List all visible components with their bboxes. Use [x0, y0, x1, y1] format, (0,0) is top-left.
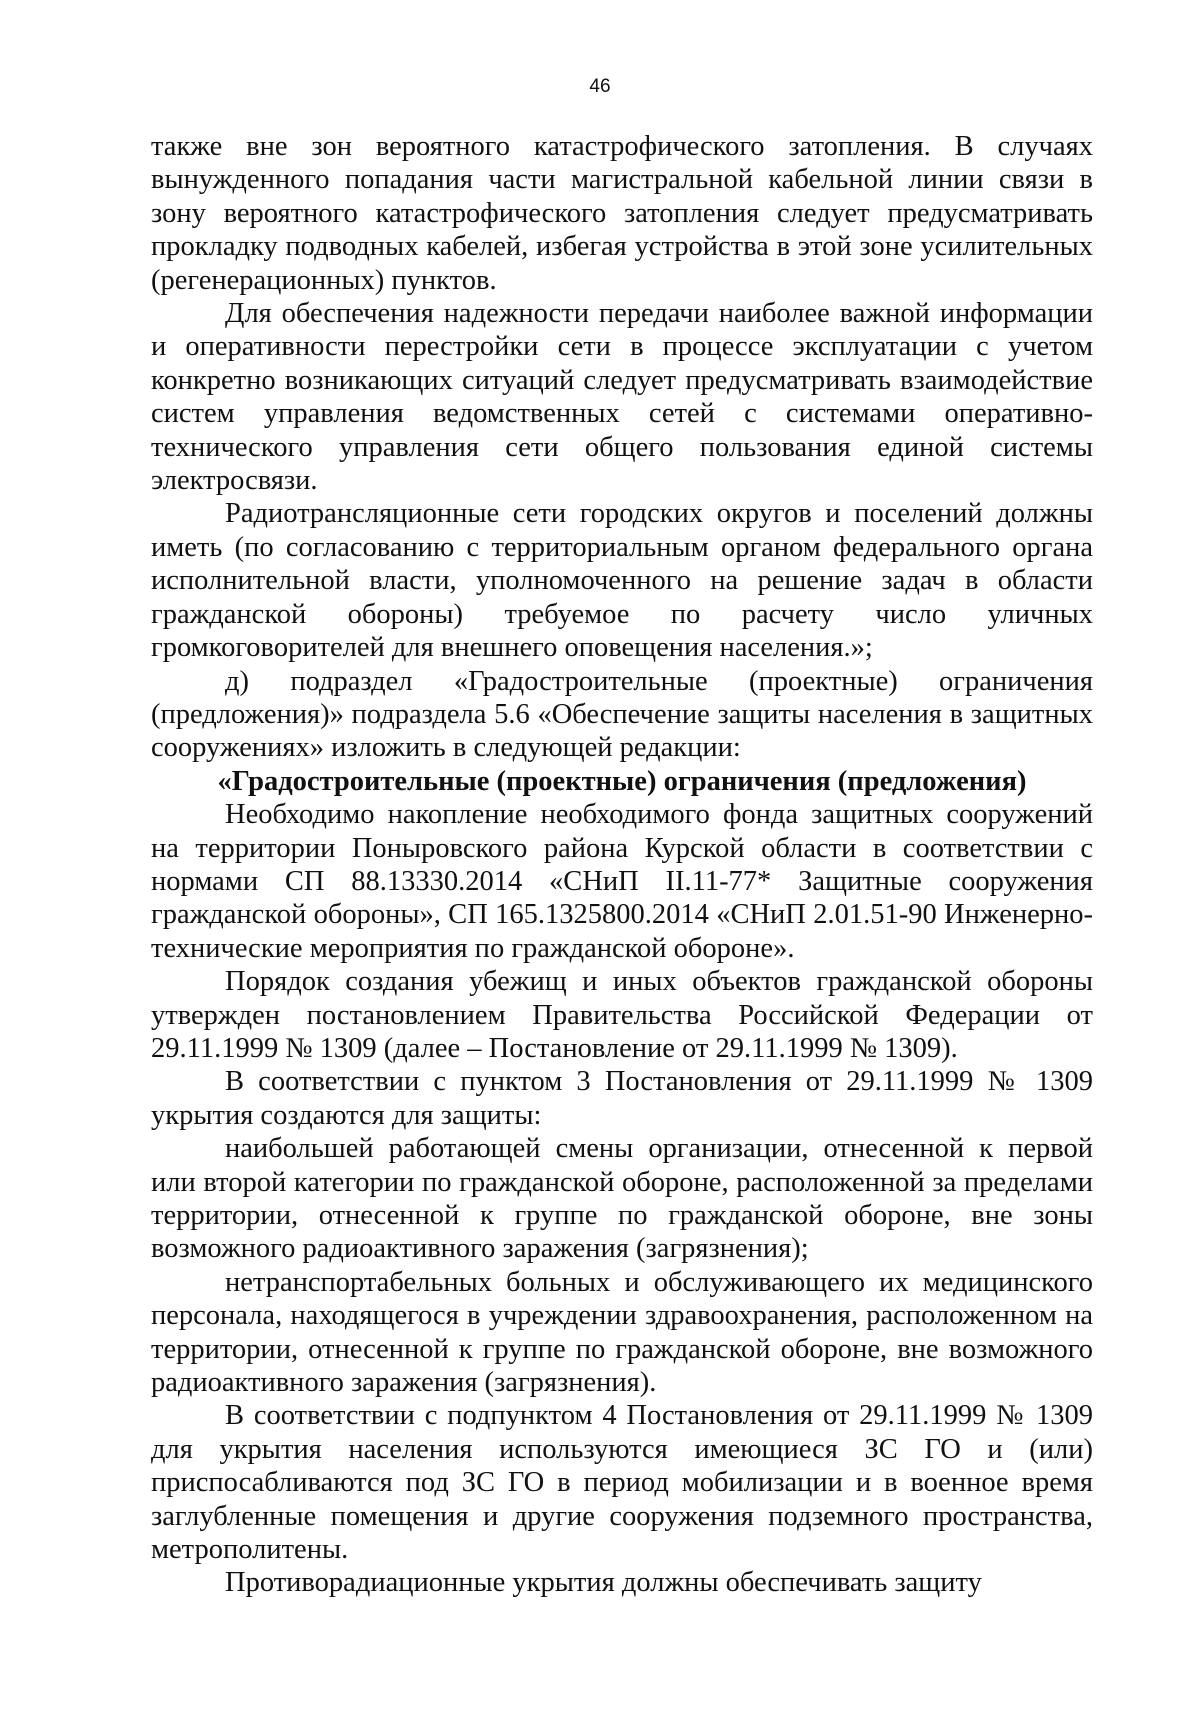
paragraph-subpoint-4: В соответствии с подпунктом 4 Постановления от 29.11.1999 № 1309 для укрытия населения используются имеющиеся ЗС ГО и (или) приспосабливаются под ЗС ГО в период мобилизации и в военное время заглубленные помещения и другие сооружения подземного пространства, метрополитены. — [151, 1400, 1093, 1566]
section-heading: «Градостроительные (проектные) ограничения (предложения) — [217, 765, 1027, 797]
paragraph-continuation: также вне зон вероятного катастрофического затопления. В случаях вынужденного попадания части магистральной кабельной линии связи в зону вероятного катастрофического затопления следует предусматривать прокладку подводных кабелей, избегая устройства в этой зоне усилительных (регенерационных) пунктов. — [151, 131, 1093, 296]
paragraph-point-3: В соответствии с пунктом 3 Постановления от 29.11.1999 № 1309 укрытия создаются для защиты: — [151, 1066, 1093, 1131]
document-body — [151, 130, 1093, 1600]
paragraph-shelter-procedure: Порядок создания убежищ и иных объектов гражданской обороны утвержден постановлением Правительства Российской Федерации от 29.11.1999 № 1309 (далее – Постановление от 29.11.1999 № 1309). — [151, 966, 1093, 1064]
paragraph-working-shift: наибольшей работающей смены организации, отнесенной к первой или второй категории по гражданской обороне, расположенной за пределами территории, отнесенной к группе по гражданской обороне, вне зоны возможного радиоактивного заражения (загрязнения); — [151, 1133, 1093, 1265]
paragraph-network-reliability: Для обеспечения надежности передачи наиболее важной информации и оперативности перестройки сети в процессе эксплуатации с учетом конкретно возникающих ситуаций следует предусматривать взаимодействие систем управления ведомственных сетей с системами оперативно-технического управления сети общего пользования единой системы электросвязи. — [151, 298, 1093, 497]
page-number: 46 — [589, 76, 611, 97]
paragraph-anti-radiation-shelters: Противорадиационные укрытия должны обеспечивать защиту — [225, 1567, 982, 1599]
paragraph-subsection-d: д) подраздел «Градостроительные (проектные) ограничения (предложения)» подраздела 5.6 «Обеспечение защиты населения в защитных сооружениях» изложить в следующей редакции: — [151, 665, 1093, 764]
paragraph-radio-broadcast: Радиотрансляционные сети городских округов и поселений должны иметь (по согласованию с территориальным органом федерального органа исполнительной власти, уполномоченного на решение задач в области гражданской обороны) требуемое по расчету число уличных громкоговорителей для внешнего оповещения населения.»; — [151, 498, 1093, 664]
paragraph-protective-structures: Необходимо накопление необходимого фонда защитных сооружений на территории Поныровского района Курской области в соответствии с нормами СП 88.13330.2014 «СНиП II.11-77* Защитные сооружения гражданской обороны», СП 165.1325800.2014 «СНиП 2.01.51-90 Инженерно-технические мероприятия по гражданской обороне». — [151, 799, 1093, 964]
paragraph-patients: нетранспортабельных больных и обслуживающего их медицинского персонала, находящегося в учреждении здравоохранения, расположенном на территории, отнесенной к группе по гражданской обороне, вне возможного радиоактивного заражения (загрязнения). — [151, 1266, 1093, 1399]
